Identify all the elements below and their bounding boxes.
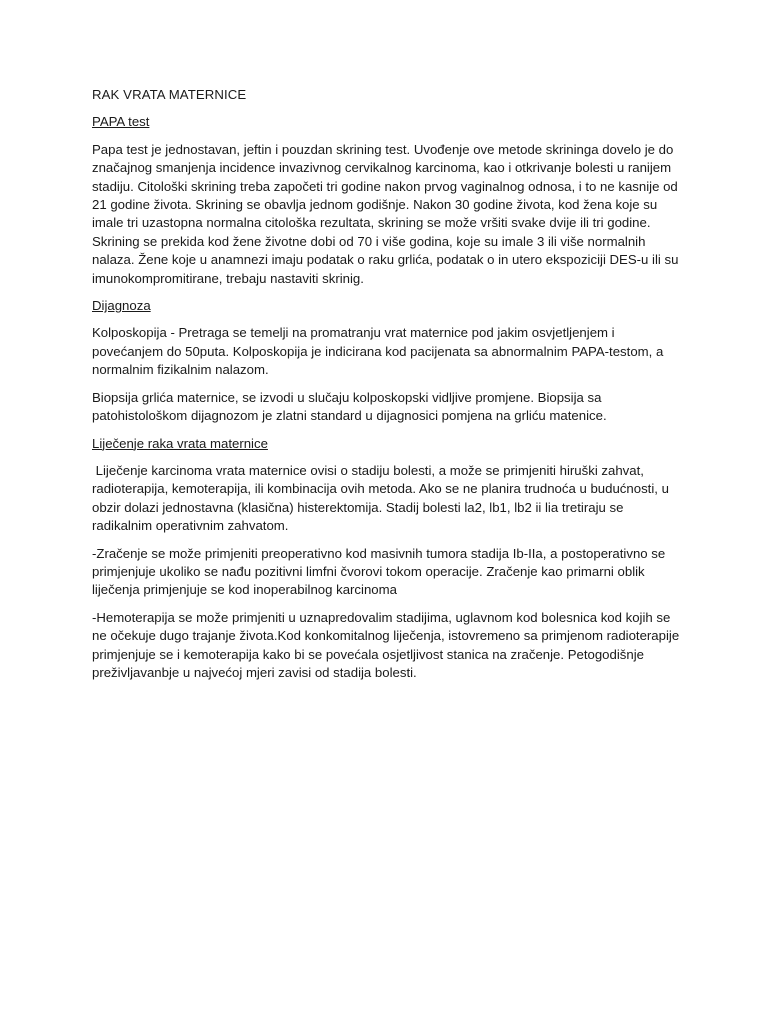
document-title: RAK VRATA MATERNICE	[92, 87, 247, 102]
paragraph-kolposkopija: Kolposkopija - Pretraga se temelji na promatranju vrat maternice pod jakim osvjetljenjem i povećanjem do 50puta. Kolposkopija je indicirana kod pacijenata sa abnormalnim PAPA-testom, a normalnim fizikalnim nalazom.	[92, 325, 667, 378]
section-papa-test	[92, 113, 684, 288]
paragraph-papa-test: Papa test je jednostavan, jeftin i pouzdan skrining test. Uvođenje ove metode skrininga dovelo je do značajnog smanjenja incidence invazivnog cervikalnog karcinoma, kao i otkrivanje bolesti u ranijem stadiju. Citološki skrining treba započeti tri godine nakon prvog vaginalnog odnosa, i to ne kasnije od 21 godine života. Skrining se obavlja jednom godišnje. Nakon 30 godine života, kod žena koje su imale tri uzastopna normalna citološka rezultata, skrining se može vršiti svake dvije ili tri godine. Skrining se prekida kod žene životne dobi od 70 i više godina, koje su imale 3 ili više normalnih nalaza. Žene koje u anamnezi imaju podatak o raku grlića, podatak o in utero ekspoziciji DES-u ili su imunokompromitirane, trebaju nastaviti skrinig.	[92, 141, 683, 286]
section-heading-lijecenje: Liječenje raka vrata maternice	[92, 435, 268, 451]
paragraph-zracenje: -Zračenje se može primjeniti preoperativno kod masivnih tumora stadija Ib-IIa, a postoperativno se primjenjuje ukoliko se nađu pozitivni limfni čvorovi tokom operacije. Zračenje kao primarni oblik liječenja primjenjuje se kod inoperabilnog karcinoma	[92, 545, 669, 598]
section-dijagnoza	[92, 297, 684, 425]
section-lijecenje	[92, 435, 684, 683]
paragraph-lijecenje-intro: Liječenje karcinoma vrata maternice ovisi o stadiju bolesti, a može se primjeniti hiruški zahvat, radioterapija, kemoterapija, ili kombinacija ovih metoda. Ako se ne planira trudnoća u budućnosti, u obzir dolazi jednostavna (klasična) histerektomija. Stadij bolesti la2, lb1, lb2 ii lia tretiraju se radikalnim operativnim zahvatom.	[92, 462, 673, 534]
section-heading-papa-test: PAPA test	[92, 114, 150, 130]
paragraph-hemoterapija: -Hemoterapija se može primjeniti u uznapredovalim stadijima, uglavnom kod bolesnica kod kojih se ne očekuje dugo trajanje života.Kod konkomitalnog liječenja, istovremeno sa primjenom radioterapije primjenjuje se i kemoterapija kako bi se povećala osjetljivost stanica na zračenje. Petogodišnje preživljavanbje u najvećoj mjeri zavisi od stadija bolesti.	[92, 609, 683, 680]
section-heading-dijagnoza: Dijagnoza	[92, 298, 151, 314]
document-page	[92, 86, 684, 691]
paragraph-biopsija: Biopsija grlića maternice, se izvodi u slučaju kolposkopski vidljive promjene. Biopsija sa patohistološkom dijagnozom je zlatni standard u dijagnosici pomjena na grliću matenice.	[92, 389, 607, 424]
